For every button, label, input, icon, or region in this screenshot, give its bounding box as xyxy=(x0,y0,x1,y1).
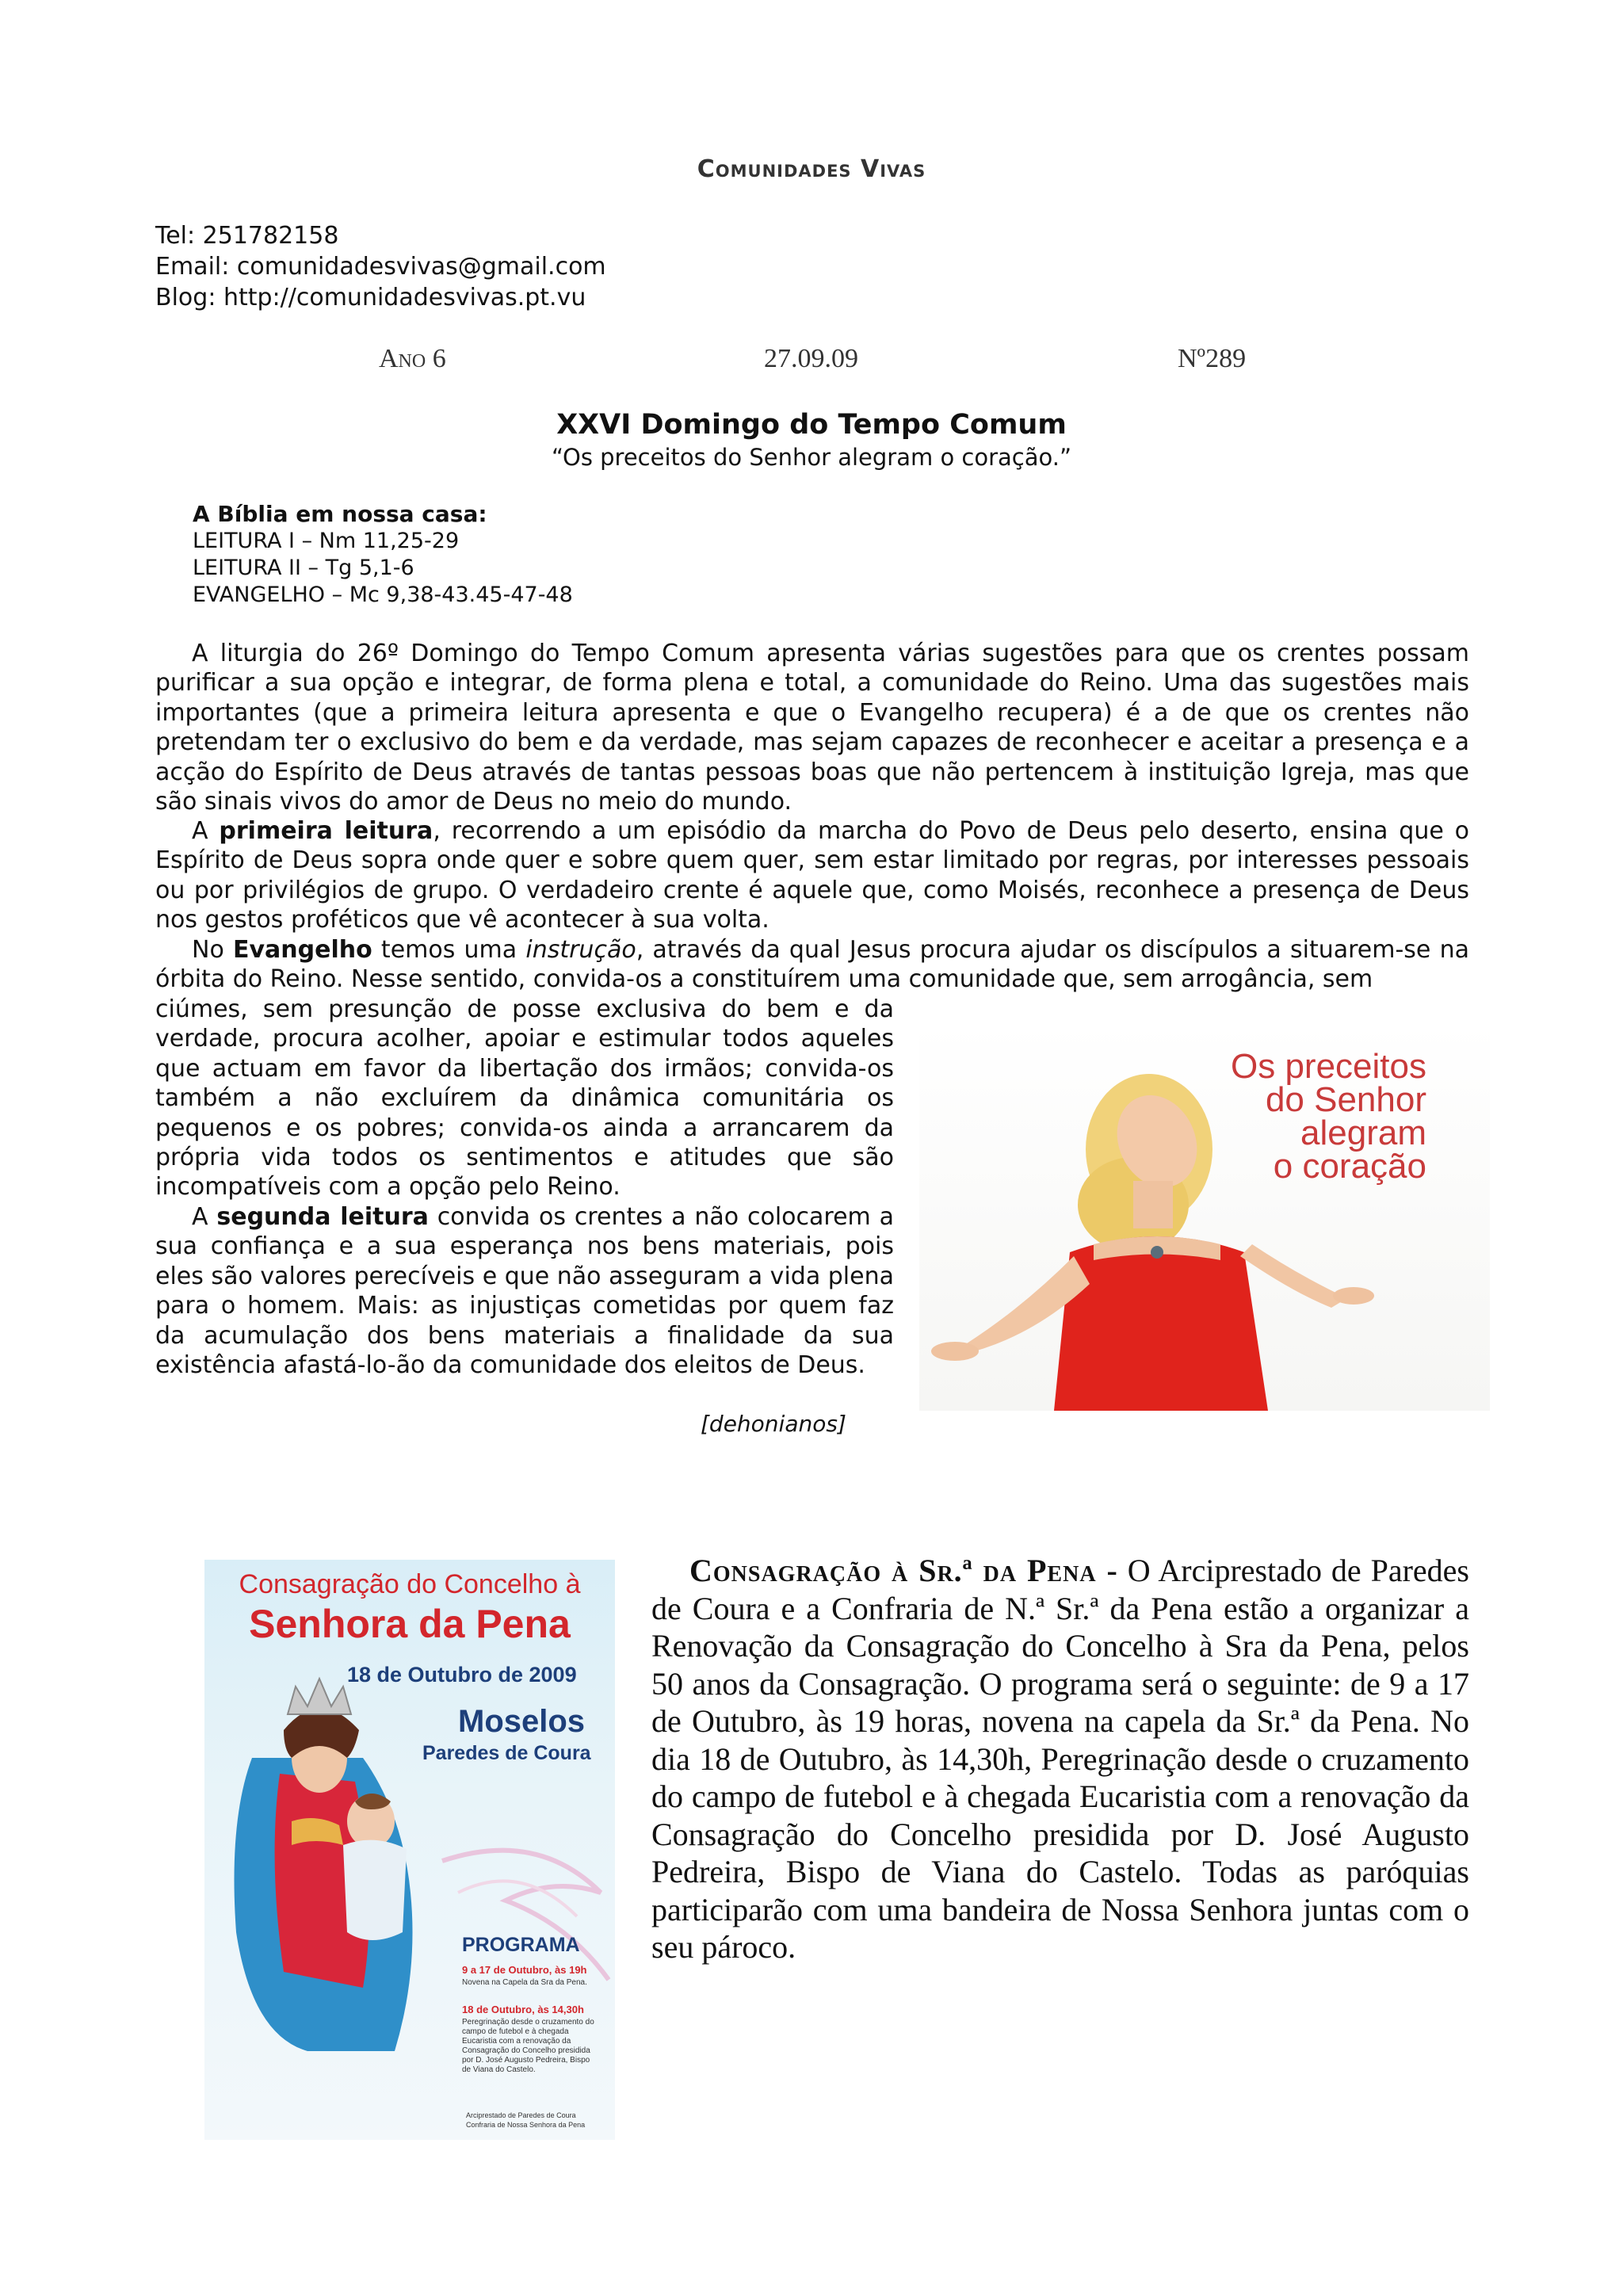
illustration-caption-2: do Senhor xyxy=(1265,1080,1426,1119)
illustration-caption-1: Os preceitos xyxy=(1231,1047,1426,1086)
poster-item2-desc: Peregrinação desde o cruzamento do campo de futebol e à chegada Eucaristia com a renovação da Consagração do Concelho presidida por D. José Augusto Pedreira, Bispo de Viana do Castelo. xyxy=(462,2018,594,2074)
poster-item1-title: 9 a 17 de Outubro, às 19h xyxy=(462,1964,587,1976)
reading-gospel: EVANGELHO – Mc 9,38-43.45-47-48 xyxy=(193,583,573,607)
sunday-title: XXVI Domingo do Tempo Comum xyxy=(556,409,1067,441)
poster-title: Senhora da Pena xyxy=(249,1602,571,1646)
consagracao-announcement xyxy=(651,1552,1469,1966)
poster-item2-title: 18 de Outubro, às 14,30h xyxy=(462,2004,584,2015)
reading-2: LEITURA II – Tg 5,1-6 xyxy=(193,556,414,580)
poster-footer1: Arciprestado de Paredes de Coura xyxy=(466,2111,576,2119)
article-credit: [dehonianos] xyxy=(701,1411,846,1437)
poster-date: 18 de Outubro de 2009 xyxy=(347,1663,577,1687)
contact-tel: Tel: 251782158 xyxy=(155,222,339,250)
poster-programa: PROGRAMA xyxy=(462,1934,580,1956)
woman-illustration xyxy=(919,1022,1490,1411)
illustration-caption-3: alegram xyxy=(1300,1114,1426,1152)
issue-number: Nº289 xyxy=(1178,344,1247,373)
article-paragraph-3: No Evangelho temos uma instrução, através da qual Jesus procura ajudar os discípulos a situarem-se na órbita do Reino. Nesse sentido, convida-os a constituírem uma comunidade que, sem arrogância, sem xyxy=(155,936,1469,994)
poster-line1: Consagração do Concelho à xyxy=(239,1569,581,1599)
contact-email: Email: comunidadesvivas@gmail.com xyxy=(155,253,606,281)
issue-year: Ano 6 xyxy=(379,344,446,373)
poster-place: Moselos xyxy=(458,1704,586,1739)
article-paragraph-2: A primeira leitura, recorrendo a um episódio da marcha do Povo de Deus pelo deserto, ensina que o Espírito de Deus sopra onde quer e sobre quem quer, sem estar limitado por regras, por interesses pessoais ou por privilégios de grupo. O verdadeiro crente é aquele que, como Moisés, reconhece a presença de Deus nos gestos proféticos que vê acontecer à sua volta. xyxy=(155,817,1470,934)
bible-readings xyxy=(193,501,573,609)
issue-date: 27.09.09 xyxy=(764,344,858,373)
event-poster xyxy=(204,1560,615,2140)
bible-heading: A Bíblia em nossa casa: xyxy=(193,501,487,527)
poster-footer2: Confraria de Nossa Senhora da Pena xyxy=(466,2121,586,2129)
newsletter-title: Comunidades Vivas xyxy=(697,155,926,183)
reading-1: LEITURA I – Nm 11,25-29 xyxy=(193,529,460,553)
poster-item1-desc: Novena na Capela da Sra da Pena. xyxy=(462,1978,587,1987)
poster-parish: Paredes de Coura xyxy=(422,1742,591,1764)
consagracao-heading: Consagração à Sr.ª da Pena - xyxy=(689,1553,1118,1588)
contact-block xyxy=(155,220,606,313)
article-paragraph-4: A segunda leitura convida os crentes a não colocarem a sua confiança e a sua esperança nos bens materiais, pois eles são valores perecíveis e que não asseguram a vida plena para o homem. Mais: as injustiças cometidas por quem faz da acumulação dos bens materiais a finalidade da sua existência afastá-lo-ão da comunidade dos eleitos de Deus. xyxy=(155,1203,894,1380)
consagracao-text: O Arciprestado de Paredes de Coura e a Confraria de N.ª Sr.ª da Pena estão a organizar a Renovação da Consagração do Concelho à Sra da Pena, pelos 50 anos da Consagração. O programa será o seguinte: de 9 a 17 de Outubro, às 19 horas, novena na capela da Sr.ª da Pena. No dia 18 de Outubro, às 14,30h, Peregrinação desde o cruzamento do campo de futebol e à chegada Eucaristia com a renovação da Consagração do Concelho presidida por D. José Augusto Pedreira, Bispo de Viana do Castelo. Todas as paróquias participarão com uma bandeira de Nossa Senhora juntas com o seu pároco. xyxy=(651,1553,1469,1965)
illustration-caption-4: o coração xyxy=(1273,1147,1426,1186)
article-paragraph-1: A liturgia do 26º Domingo do Tempo Comum apresenta várias sugestões para que os crentes possam purificar a sua opção e integrar, de forma plena e total, a comunidade do Reino. Uma das sugestões mais importantes (que a primeira leitura apresenta e que o Evangelho recupera) é a de que os crentes não pretendam ter o exclusivo do bem e da verdade, mas sejam capazes de reconhecer e aceitar a presença e a acção do Espírito de Deus através de tantas pessoas boas que não pertencem à instituição Igreja, mas que são sinais vivos do amor de Deus no meio do mundo. xyxy=(155,640,1469,816)
article-paragraph-3-continued: ciúmes, sem presunção de posse exclusiva do bem e da verdade, procura acolher, apoiar e estimular todos aqueles que actuam em favor da libertação dos irmãos; convida-os também a não excluírem da dinâmica comunitária os pequenos e os pobres; convida-os ainda a arrancarem da própria vida todos os sentimentos e atitudes que são incompatíveis com a opção pelo Reino. xyxy=(155,995,894,1201)
contact-blog: Blog: http://comunidadesvivas.pt.vu xyxy=(155,284,586,311)
woman-illustration-graphic xyxy=(919,1022,1490,1411)
sunday-quote: “Os preceitos do Senhor alegram o coração.” xyxy=(552,444,1071,471)
